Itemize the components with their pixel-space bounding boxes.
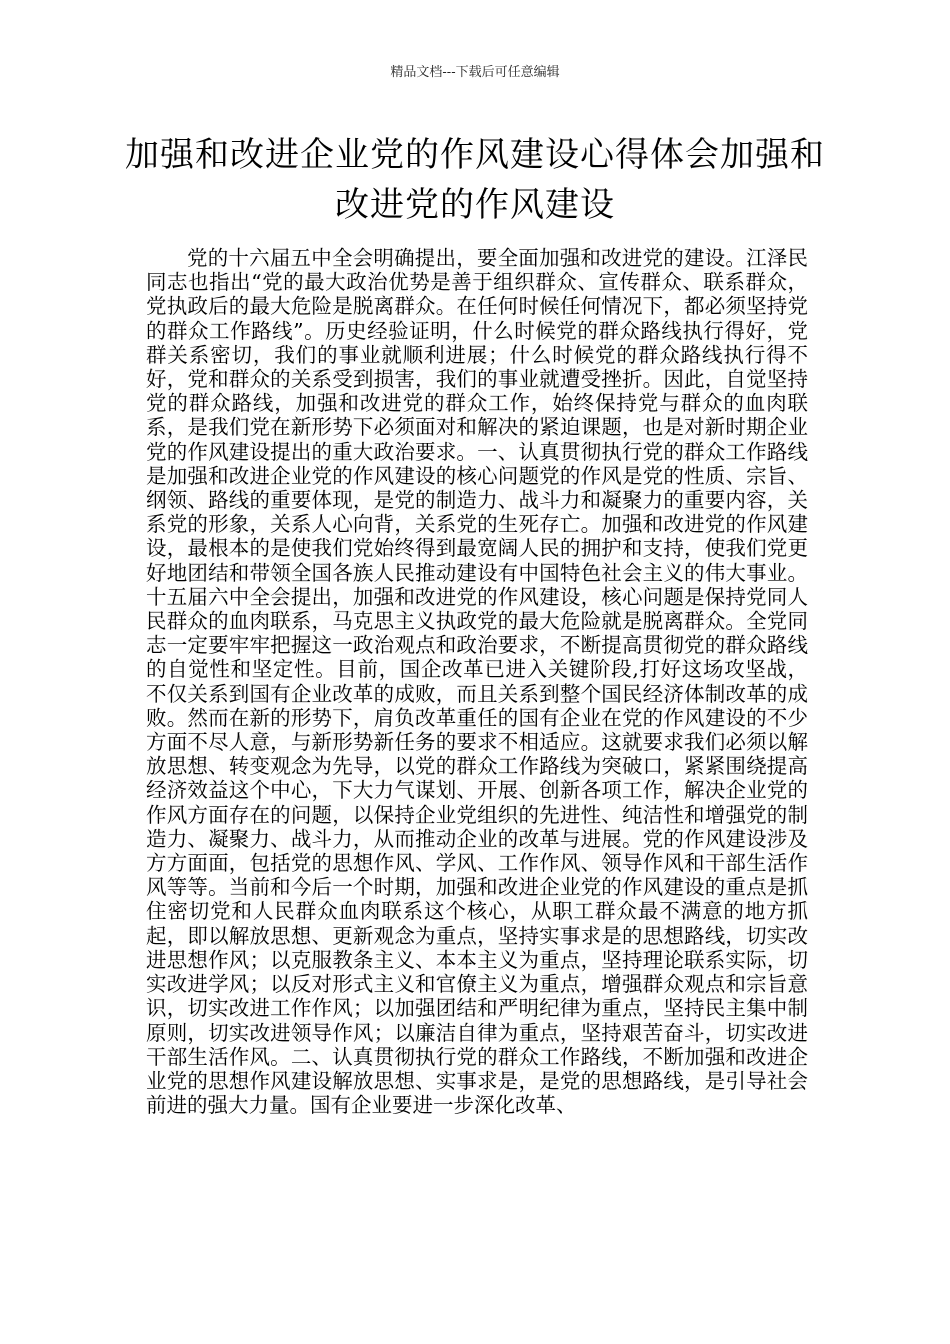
header-note: 精品文档---下载后可任意编辑 (390, 65, 560, 80)
body-paragraph: 党的十六届五中全会明确提出，要全面加强和改进党的建设。江泽民同志也指出“党的最大政治优势是善于组织群众、宣传群众、联系群众，党执政后的最大危险是脱离群众。在任何时候任何情况下，都必须坚持党的群众工作路线”。历史经验证明，什么时候党的群众路线执行得好，党群关系密切，我们的事业就顺利进展；什么时候党的群众路线执行得不好，党和群众的关系受到损害，我们的事业就遭受挫折。因此，自觉坚持党的群众路线，加强和改进党的群众工作，始终保持党与群众的血肉联系，是我们党在新形势下必须面对和解决的紧迫课题，也是对新时期企业党的作风建设提出的重大政治要求。一、认真贯彻执行党的群众工作路线是加强和改进企业党的作风建设的核心问题党的作风是党的性质、宗旨、纲领、路线的重要体现，是党的制造力、战斗力和凝聚力的重要内容，关系党的形象，关系人心向背，关系党的生死存亡。加强和改进党的作风建设，最根本的是使我们党始终得到最宽阔人民的拥护和支持，使我们党更好地团结和带领全国各族人民推动建设有中国特色社会主义的伟大事业。十五届六中全会提出，加强和改进党的作风建设，核心问题是保持党同人民群众的血肉联系，马克思主义执政党的最大危险就是脱离群众。全党同志一定要牢牢把握这一政治观点和政治要求，不断提高贯彻党的群众路线的自觉性和坚定性。目前，国企改革已进入关键阶段,打好这场攻坚战，不仅关系到国有企业改革的成败，而且关系到整个国民经济体制改革的成败。然而在新的形势下，肩负改革重任的国有企业在党的作风建设的不少方面不尽人意，与新形势新任务的要求不相适应。这就要求我们必须以解放思想、转变观念为先导，以党的群众工作路线为突破口，紧紧围绕提高经济效益这个中心，下大力气谋划、开展、创新各项工作，解决企业党的作风方面存在的问题，以保持企业党组织的先进性、纯洁性和增强党的制造力、凝聚力、战斗力，从而推动企业的改革与进展。党的作风建设涉及方方面面，包括党的思想作风、学风、工作作风、领导作风和干部生活作风等等。当前和今后一个时期，加强和改进企业党的作风建设的重点是抓住密切党和人民群众血肉联系这个核心，从职工群众最不满意的地方抓起，即以解放思想、更新观念为重点，坚持实事求是的思想路线，切实改进思想作风；以克服教条主义、本本主义为重点，坚持理论联系实际，切实改进学风；以反对形式主义和官僚主义为重点，增强群众观点和宗旨意识，切实改进工作作风；以加强团结和严明纪律为重点，坚持民主集中制原则，切实改进领导作风；以廉洁自律为重点，坚持艰苦奋斗，切实改进干部生活作风。二、认真贯彻执行党的群众工作路线，不断加强和改进企业党的思想作风建设解放思想、实事求是，是党的思想路线，是引导社会前进的强大力量。国有企业要进一步深化改革、 (146, 246, 808, 1118)
document-title: 加强和改进企业党的作风建设心得体会加强和改进党的作风建设 (125, 135, 825, 225)
